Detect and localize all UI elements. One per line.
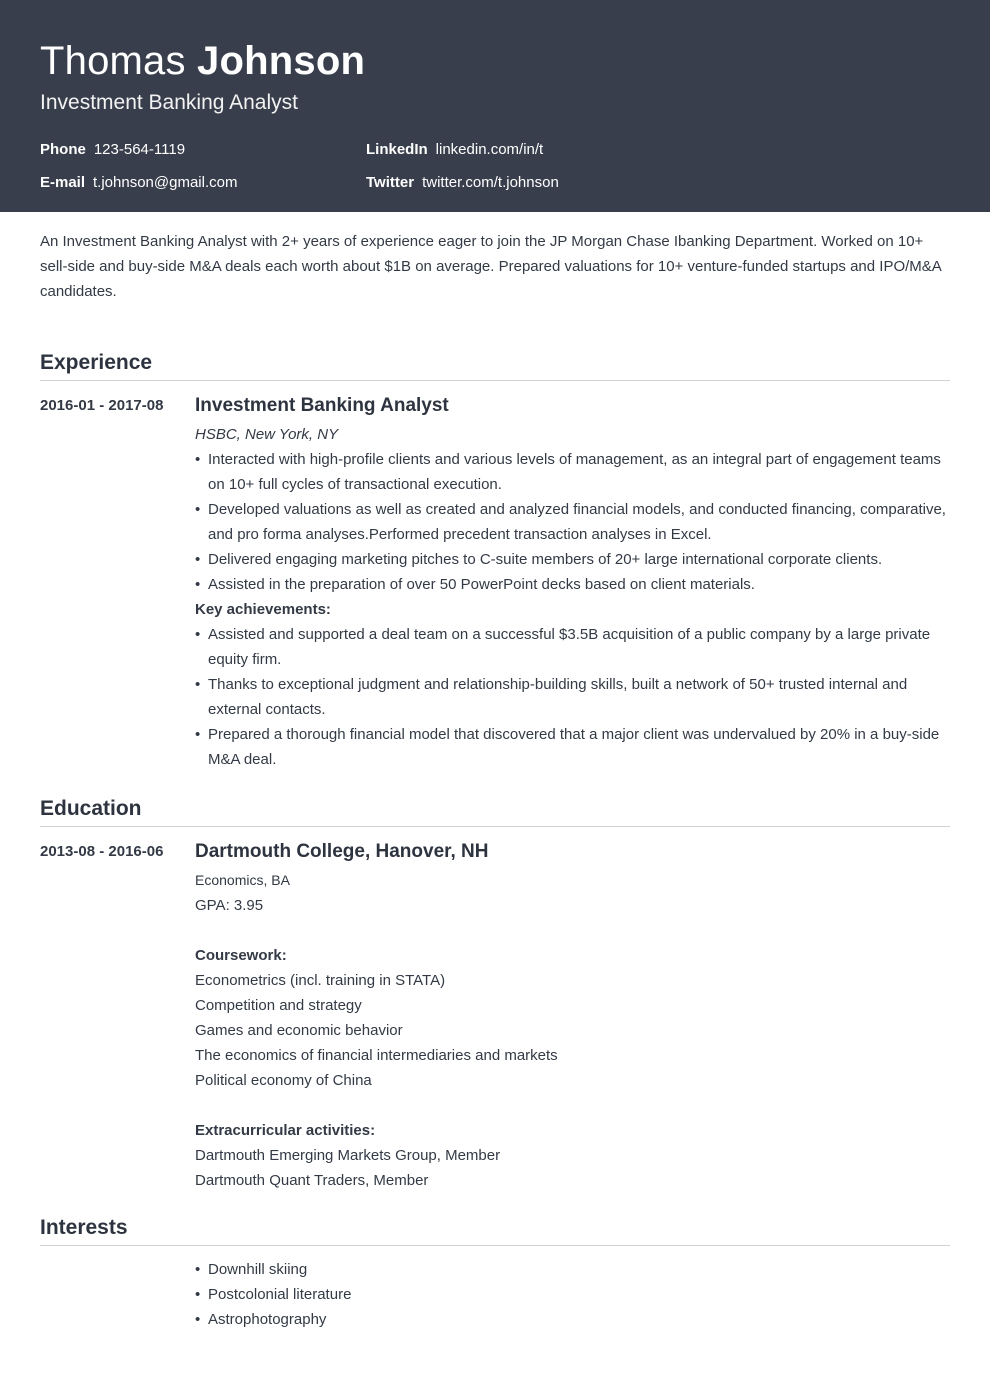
experience-entry bbox=[40, 394, 950, 772]
interest-list bbox=[195, 1257, 950, 1332]
education-degree: Economics, BA bbox=[195, 872, 290, 888]
contact-email bbox=[40, 174, 366, 192]
list-item: • Assisted in the preparation of over 50 PowerPoint decks based on client materials. bbox=[195, 572, 950, 597]
list-item: • Astrophotography bbox=[195, 1307, 950, 1332]
list-item: • Downhill skiing bbox=[195, 1257, 950, 1282]
experience-date: 2016-01 - 2017-08 bbox=[40, 397, 164, 414]
contact-value: 123-564-1119 bbox=[93, 141, 186, 158]
contact-value: t.johnson@gmail.com bbox=[93, 174, 238, 191]
contact-linkedin bbox=[366, 141, 666, 159]
coursework-label: Coursework: bbox=[195, 947, 287, 964]
achievement-list bbox=[195, 622, 950, 772]
list-item: • Developed valuations as well as created and analyzed financial models, and conducted financing, comparative, and pro forma analyses.Performed precedent transaction analyses in Excel. bbox=[195, 497, 950, 547]
job-title: Investment Banking Analyst bbox=[40, 91, 298, 114]
achievements-label: Key achievements: bbox=[195, 601, 331, 618]
contact-twitter bbox=[366, 174, 666, 192]
duty-list bbox=[195, 447, 950, 597]
coursework-item: Political economy of China bbox=[195, 1072, 372, 1089]
contact-label: Twitter bbox=[366, 174, 415, 191]
list-item: • Prepared a thorough financial model that discovered that a major client was undervalued by 20% in a buy-side M&A deal. bbox=[195, 722, 950, 772]
list-item: • Delivered engaging marketing pitches to C-suite members of 20+ large international corporate clients. bbox=[195, 547, 950, 572]
last-name: Johnson bbox=[197, 39, 366, 83]
resume-header bbox=[0, 0, 990, 212]
list-item: • Interacted with high-profile clients and various levels of management, as an integral part of engagement teams on 10+ full cycles of transactional execution. bbox=[195, 447, 950, 497]
experience-role: Investment Banking Analyst bbox=[195, 395, 449, 416]
contact-value: twitter.com/t.johnson bbox=[422, 174, 559, 191]
summary: An Investment Banking Analyst with 2+ years of experience eager to join the JP Morgan Chase Ibanking Department. Worked on 10+ sell-side and buy-side M&A deals each worth about $1B on average. Prepared valuations for 10+ venture-funded startups and IPO/M&A candidates. bbox=[40, 233, 941, 300]
contact-label: E-mail bbox=[40, 174, 86, 191]
education-gpa: GPA: 3.95 bbox=[195, 897, 264, 914]
education-school: Dartmouth College, Hanover, NH bbox=[195, 841, 489, 862]
contact-info bbox=[40, 141, 950, 192]
education-date: 2013-08 - 2016-06 bbox=[40, 843, 164, 860]
contact-value: linkedin.com/in/t bbox=[435, 141, 544, 158]
education-entry bbox=[40, 840, 950, 1193]
extracurricular-item: Dartmouth Emerging Markets Group, Member bbox=[195, 1147, 501, 1164]
interests-heading: Interests bbox=[40, 1215, 950, 1246]
experience-place: HSBC, New York, NY bbox=[195, 426, 339, 443]
contact-label: LinkedIn bbox=[366, 141, 428, 158]
contact-phone bbox=[40, 141, 366, 159]
coursework-item: Games and economic behavior bbox=[195, 1022, 403, 1039]
first-name: Thomas bbox=[40, 39, 186, 83]
coursework-item: Econometrics (incl. training in STATA) bbox=[195, 972, 446, 989]
education-heading: Education bbox=[40, 796, 950, 827]
coursework-item: The economics of financial intermediaries and markets bbox=[195, 1047, 558, 1064]
extracurricular-item: Dartmouth Quant Traders, Member bbox=[195, 1172, 429, 1189]
resume-content bbox=[0, 229, 990, 1332]
contact-label: Phone bbox=[40, 141, 86, 158]
experience-heading: Experience bbox=[40, 350, 950, 381]
list-item: • Postcolonial literature bbox=[195, 1282, 950, 1307]
interests-section bbox=[40, 1257, 950, 1332]
coursework-item: Competition and strategy bbox=[195, 997, 362, 1014]
list-item: • Assisted and supported a deal team on a successful $3.5B acquisition of a public company by a large private equity firm. bbox=[195, 622, 950, 672]
extracurricular-label: Extracurricular activities: bbox=[195, 1122, 376, 1139]
list-item: • Thanks to exceptional judgment and relationship-building skills, built a network of 50+ trusted internal and external contacts. bbox=[195, 672, 950, 722]
candidate-name bbox=[40, 38, 950, 84]
